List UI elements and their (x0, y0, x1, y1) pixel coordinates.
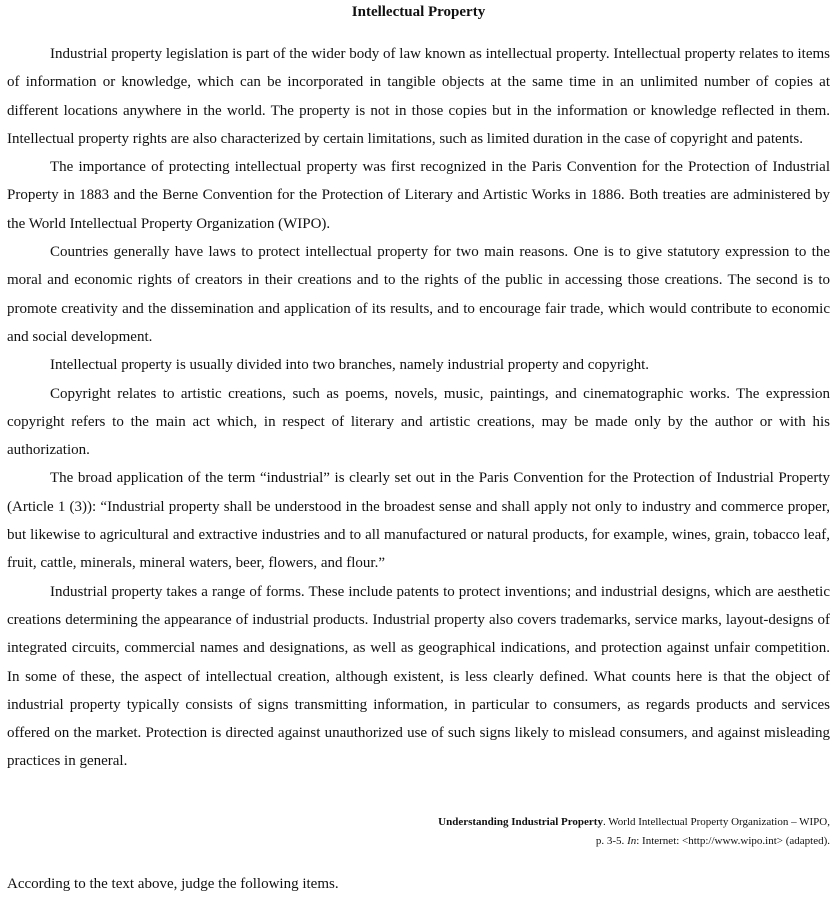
citation-source-rest: . World Intellectual Property Organization – WIPO, (602, 816, 830, 828)
paragraph: The importance of protecting intellectual property was first recognized in the Paris Convention for the Protection of Industrial Property in 1883 and the Berne Convention for the Protection of Literary and Artistic Works in 1886. Both treaties are administered by the World Intellectual Property Organization (WIPO). (7, 159, 830, 232)
citation-in-label: In (627, 835, 637, 847)
document-page (7, 0, 830, 776)
document-title: Intellectual Property (351, 4, 486, 20)
source-citation (230, 813, 830, 851)
document-body (7, 40, 830, 776)
citation-pages: p. 3-5. (595, 835, 628, 847)
citation-in-rest: : Internet: <http://www.wipo.int> (adapted). (636, 835, 830, 847)
paragraph: Industrial property takes a range of forms. These include patents to protect inventions; and industrial designs, which are aesthetic creations determining the appearance of industrial products. Industrial property also covers trademarks, service marks, layout-designs of integrated circuits, commercial names and designations, as well as geographical indications, and protection against unfair competition. In some of these, the aspect of intellectual creation, although existent, is less clearly defined. What counts here is that the object of industrial property typically consists of signs transmitting information, in particular to consumers, as regards products and services offered on the market. Protection is directed against unauthorized use of such signs likely to mislead consumers, and against misleading practices in general. (7, 583, 830, 770)
paragraph: Countries generally have laws to protect intellectual property for two main reasons. One is to give statutory expression to the moral and economic rights of creators in their creations and to the rights of the public in accessing those creations. The second is to promote creativity and the dissemination and application of its results, and to encourage fair trade, which would contribute to economic and social development. (7, 244, 830, 345)
paragraph: The broad application of the term “industrial” is clearly set out in the Paris Convention for the Protection of Industrial Property (Article 1 (3)): “Industrial property shall be understood in the broadest sense and shall apply not only to industry and commerce proper, but likewise to agricultural and extractive industries and to all manufactured or natural products, for example, wines, grain, tobacco leaf, fruit, cattle, minerals, mineral waters, beer, flowers, and flour.” (7, 470, 830, 572)
paragraph: Copyright relates to artistic creations, such as poems, novels, music, paintings, and cinematographic works. The expression copyright refers to the main act which, in respect of literary and artistic creations, may be made only by the author or with his authorization. (7, 385, 830, 459)
paragraph: Intellectual property is usually divided into two branches, namely industrial property and copyright. (50, 357, 650, 374)
question-prompt: According to the text above, judge the following items. (7, 876, 339, 892)
paragraph: Industrial property legislation is part of the wider body of law known as intellectual property. Intellectual property relates to items of information or knowledge, which can be incorporated in tangible objects at the same time in an unlimited number of copies at different locations anywhere in the world. The property is not in those copies but in the information or knowledge reflected in them. Intellectual property rights are also characterized by certain limitations, such as limited duration in the case of copyright and patents. (7, 46, 830, 147)
citation-line-1 (230, 813, 830, 832)
citation-source-title: Understanding Industrial Property (438, 816, 603, 828)
citation-line-2 (230, 832, 830, 851)
